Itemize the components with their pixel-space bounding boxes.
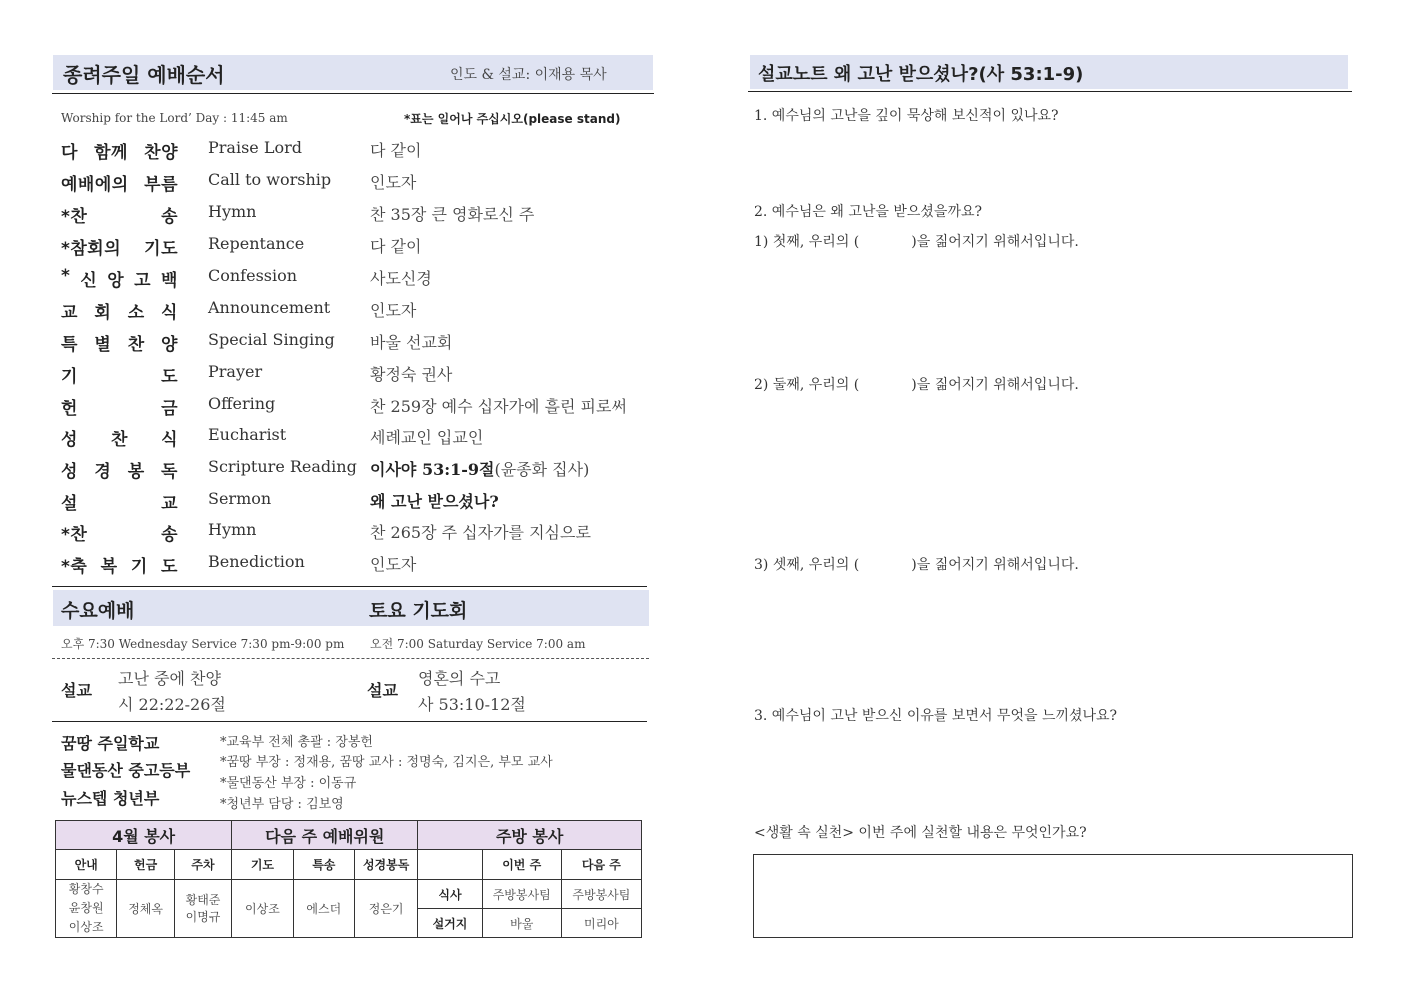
offering-cell: 정체옥 bbox=[117, 880, 174, 938]
order-item-korean-letters: 기 도 bbox=[61, 367, 178, 387]
question-1: 1. 예수님의 고난을 깊이 묵상해 보신적이 있나요? bbox=[754, 108, 1059, 124]
staff-line-4: *청년부 담당 : 김보영 bbox=[220, 797, 344, 812]
midweek-divider bbox=[52, 658, 649, 659]
order-item-value-bold: 왜 고난 받으셨나? bbox=[370, 492, 499, 511]
service-table bbox=[55, 820, 642, 938]
order-row bbox=[61, 298, 651, 328]
reading-cell: 정은기 bbox=[354, 880, 417, 938]
order-item-english: Repentance bbox=[208, 234, 305, 253]
order-item-value: 인도자 bbox=[370, 555, 417, 574]
order-item-korean-letters: 특 별 찬 양 bbox=[61, 335, 178, 355]
order-row bbox=[61, 266, 651, 296]
order-item-value bbox=[370, 489, 499, 512]
blank-line-2 bbox=[754, 374, 1079, 394]
order-row bbox=[61, 362, 651, 392]
order-item-value-rest: (윤종화 집사) bbox=[494, 460, 590, 479]
wed-title: 수요예배 bbox=[61, 600, 135, 622]
order-row bbox=[61, 457, 651, 487]
blank-1-suffix: )을 짊어지기 위해서입니다. bbox=[911, 234, 1079, 250]
order-item-english: Hymn bbox=[208, 520, 257, 539]
guide-name: 이상조 bbox=[68, 920, 104, 934]
col-reading: 성경봉독 bbox=[354, 850, 417, 880]
col-offering: 헌금 bbox=[117, 850, 174, 880]
blank-line-3 bbox=[754, 554, 1079, 574]
order-row bbox=[61, 330, 651, 360]
sat-sermon-title: 영혼의 수고 bbox=[418, 669, 501, 688]
order-item-korean bbox=[61, 394, 179, 419]
guide-name: 윤창원 bbox=[68, 901, 104, 915]
order-item-korean-letters: 성 경 봉 독 bbox=[61, 462, 178, 482]
order-item-korean bbox=[61, 362, 179, 387]
meal-this-week: 주방봉사팀 bbox=[482, 880, 561, 909]
wed-sermon-label: 설교 bbox=[61, 681, 92, 700]
col-parking: 주차 bbox=[174, 850, 231, 880]
april-service-header: 4월 봉사 bbox=[56, 821, 232, 850]
sat-title: 토요 기도회 bbox=[369, 600, 468, 622]
order-item-value: 다 같이 bbox=[370, 237, 422, 256]
special-cell: 에스더 bbox=[293, 880, 354, 938]
order-item-value: 세례교인 입교인 bbox=[370, 428, 484, 447]
col-special: 특송 bbox=[293, 850, 354, 880]
order-bottom-rule bbox=[52, 586, 647, 587]
order-item-korean-letters: *찬 송 bbox=[61, 207, 178, 227]
header-rule bbox=[52, 93, 654, 94]
col-this-week: 이번 주 bbox=[482, 850, 561, 880]
order-item-value: 다 같이 bbox=[370, 141, 422, 160]
blank-3-suffix: )을 짊어지기 위해서입니다. bbox=[911, 557, 1079, 573]
order-item-korean-letters: 교 회 소 식 bbox=[61, 303, 178, 323]
order-item-korean-letters: *찬 송 bbox=[61, 525, 178, 545]
staff-line-1: *교육부 전체 총괄 : 장봉헌 bbox=[220, 735, 373, 750]
wed-time: 오후 7:30 Wednesday Service 7:30 pm-9:00 pm bbox=[61, 637, 345, 651]
order-item-korean bbox=[61, 170, 179, 195]
parking-name: 황태준 bbox=[185, 892, 221, 907]
order-item-korean-letters: *참회의 기도 bbox=[61, 239, 178, 259]
order-item-korean bbox=[61, 234, 179, 259]
order-item-value: 황정숙 권사 bbox=[370, 365, 453, 384]
order-row bbox=[61, 138, 651, 168]
order-row bbox=[61, 425, 651, 455]
col-guide: 안내 bbox=[56, 850, 117, 880]
meal-label: 식사 bbox=[418, 880, 482, 909]
service-time: Worship for the Lord’ Day : 11:45 am bbox=[61, 111, 288, 125]
order-row bbox=[61, 552, 651, 582]
practice-answer-box[interactable] bbox=[753, 854, 1353, 938]
order-item-korean bbox=[61, 425, 179, 450]
order-item-korean-letters: 예배에의 부름 bbox=[61, 175, 178, 195]
order-item-value: 찬 35장 큰 영화로신 주 bbox=[370, 205, 535, 224]
kitchen-service-header: 주방 봉사 bbox=[418, 821, 642, 850]
midweek-header bbox=[53, 590, 649, 626]
order-row bbox=[61, 489, 651, 519]
parking-name: 이명규 bbox=[185, 909, 221, 924]
page-title: 종려주일 예배순서 bbox=[63, 63, 225, 87]
guide-cell bbox=[56, 880, 117, 938]
order-item-value: 찬 265장 주 십자가를 지심으로 bbox=[370, 523, 591, 542]
blank-2-prefix: 2) 둘째, 우리의 ( bbox=[754, 377, 860, 393]
order-item-value: 바울 선교회 bbox=[370, 333, 453, 352]
wed-sermon-ref: 시 22:22-26절 bbox=[118, 695, 226, 714]
order-item-english: Hymn bbox=[208, 202, 257, 221]
stand-note: *표는 일어나 주십시오(please stand) bbox=[404, 112, 621, 126]
order-item-korean-letters: * 신 앙 고 백 bbox=[61, 266, 178, 291]
blank-line-1 bbox=[754, 231, 1079, 251]
group-sunday-school: 꿈땅 주일학교 bbox=[61, 734, 160, 753]
order-item-korean bbox=[61, 330, 179, 355]
sat-time: 오전 7:00 Saturday Service 7:00 am bbox=[370, 637, 586, 651]
group-youth: 물댄동산 중고등부 bbox=[61, 761, 191, 780]
leader-text: 인도 & 설교: 이재용 목사 bbox=[450, 67, 607, 83]
order-row bbox=[61, 170, 651, 200]
order-item-english: Announcement bbox=[208, 298, 331, 317]
order-item-english: Special Singing bbox=[208, 330, 335, 349]
blank-1-prefix: 1) 첫째, 우리의 ( bbox=[754, 234, 860, 250]
sat-sermon-label: 설교 bbox=[367, 681, 398, 700]
order-item-english: Call to worship bbox=[208, 170, 332, 189]
order-item-english: Sermon bbox=[208, 489, 272, 508]
blank-2-suffix: )을 짊어지기 위해서입니다. bbox=[911, 377, 1079, 393]
order-item-korean bbox=[61, 298, 179, 323]
order-item-value: 인도자 bbox=[370, 173, 417, 192]
order-item-english: Confession bbox=[208, 266, 298, 285]
parking-cell bbox=[174, 880, 231, 938]
order-item-english: Offering bbox=[208, 394, 276, 413]
order-item-value: 인도자 bbox=[370, 301, 417, 320]
blank-3-prefix: 3) 셋째, 우리의 ( bbox=[754, 557, 860, 573]
order-item-value: 찬 259장 예수 십자가에 흘린 피로써 bbox=[370, 397, 627, 416]
order-item-value: 사도신경 bbox=[370, 269, 432, 288]
order-item-korean bbox=[61, 266, 179, 291]
order-item-english: Praise Lord bbox=[208, 138, 302, 157]
order-item-korean-letters: *축 복 기 도 bbox=[61, 557, 178, 577]
notes-title: 설교노트 왜 고난 받으셨나?(사 53:1-9) bbox=[758, 64, 1084, 85]
order-row bbox=[61, 202, 651, 232]
order-item-korean bbox=[61, 489, 179, 514]
question-2: 2. 예수님은 왜 고난을 받으셨을까요? bbox=[754, 204, 982, 220]
order-row bbox=[61, 234, 651, 264]
order-item-korean-letters: 성 찬 식 bbox=[61, 430, 178, 450]
order-row bbox=[61, 394, 651, 424]
dish-label: 설거지 bbox=[418, 909, 482, 938]
guide-name: 황창수 bbox=[68, 882, 104, 896]
staff-line-3: *물댄동산 부장 : 이동규 bbox=[220, 776, 357, 791]
order-item-english: Benediction bbox=[208, 552, 305, 571]
order-item-english: Prayer bbox=[208, 362, 263, 381]
staff-line-2: *꿈땅 부장 : 정재용, 꿈땅 교사 : 정명숙, 김지은, 부모 교사 bbox=[220, 755, 553, 770]
practice-prompt: <생활 속 실천> 이번 주에 실천할 내용은 무엇인가요? bbox=[754, 825, 1087, 841]
order-row bbox=[61, 520, 651, 550]
order-item-value bbox=[370, 457, 589, 480]
meal-next-week: 주방봉사팀 bbox=[561, 880, 641, 909]
order-item-korean bbox=[61, 520, 179, 545]
dish-next-week: 미리아 bbox=[561, 909, 641, 938]
group-young-adult: 뉴스텝 청년부 bbox=[61, 789, 160, 808]
wed-sermon-title: 고난 중에 찬양 bbox=[118, 669, 221, 688]
order-item-korean-letters: 다 함께 찬양 bbox=[61, 143, 178, 163]
question-3: 3. 예수님이 고난 받으신 이유를 보면서 무엇을 느끼셨나요? bbox=[754, 708, 1118, 724]
order-item-korean-letters: 헌 금 bbox=[61, 399, 178, 419]
notes-header-rule bbox=[748, 91, 1352, 92]
order-item-korean bbox=[61, 457, 179, 482]
order-item-korean bbox=[61, 202, 179, 227]
dish-this-week: 바울 bbox=[482, 909, 561, 938]
col-next-week: 다음 주 bbox=[561, 850, 641, 880]
order-item-value-bold: 이사야 53:1-9절 bbox=[370, 460, 495, 479]
sat-sermon-ref: 사 53:10-12절 bbox=[418, 695, 526, 714]
order-item-korean-letters: 설 교 bbox=[61, 494, 178, 514]
order-item-english: Scripture Reading bbox=[208, 457, 357, 476]
prayer-cell: 이상조 bbox=[232, 880, 293, 938]
order-item-korean bbox=[61, 552, 179, 577]
order-item-korean bbox=[61, 138, 179, 163]
col-prayer: 기도 bbox=[232, 850, 293, 880]
order-item-english: Eucharist bbox=[208, 425, 287, 444]
next-week-committee-header: 다음 주 예배위원 bbox=[232, 821, 418, 850]
midweek-bottom-rule bbox=[52, 721, 647, 722]
col-blank bbox=[418, 850, 482, 880]
